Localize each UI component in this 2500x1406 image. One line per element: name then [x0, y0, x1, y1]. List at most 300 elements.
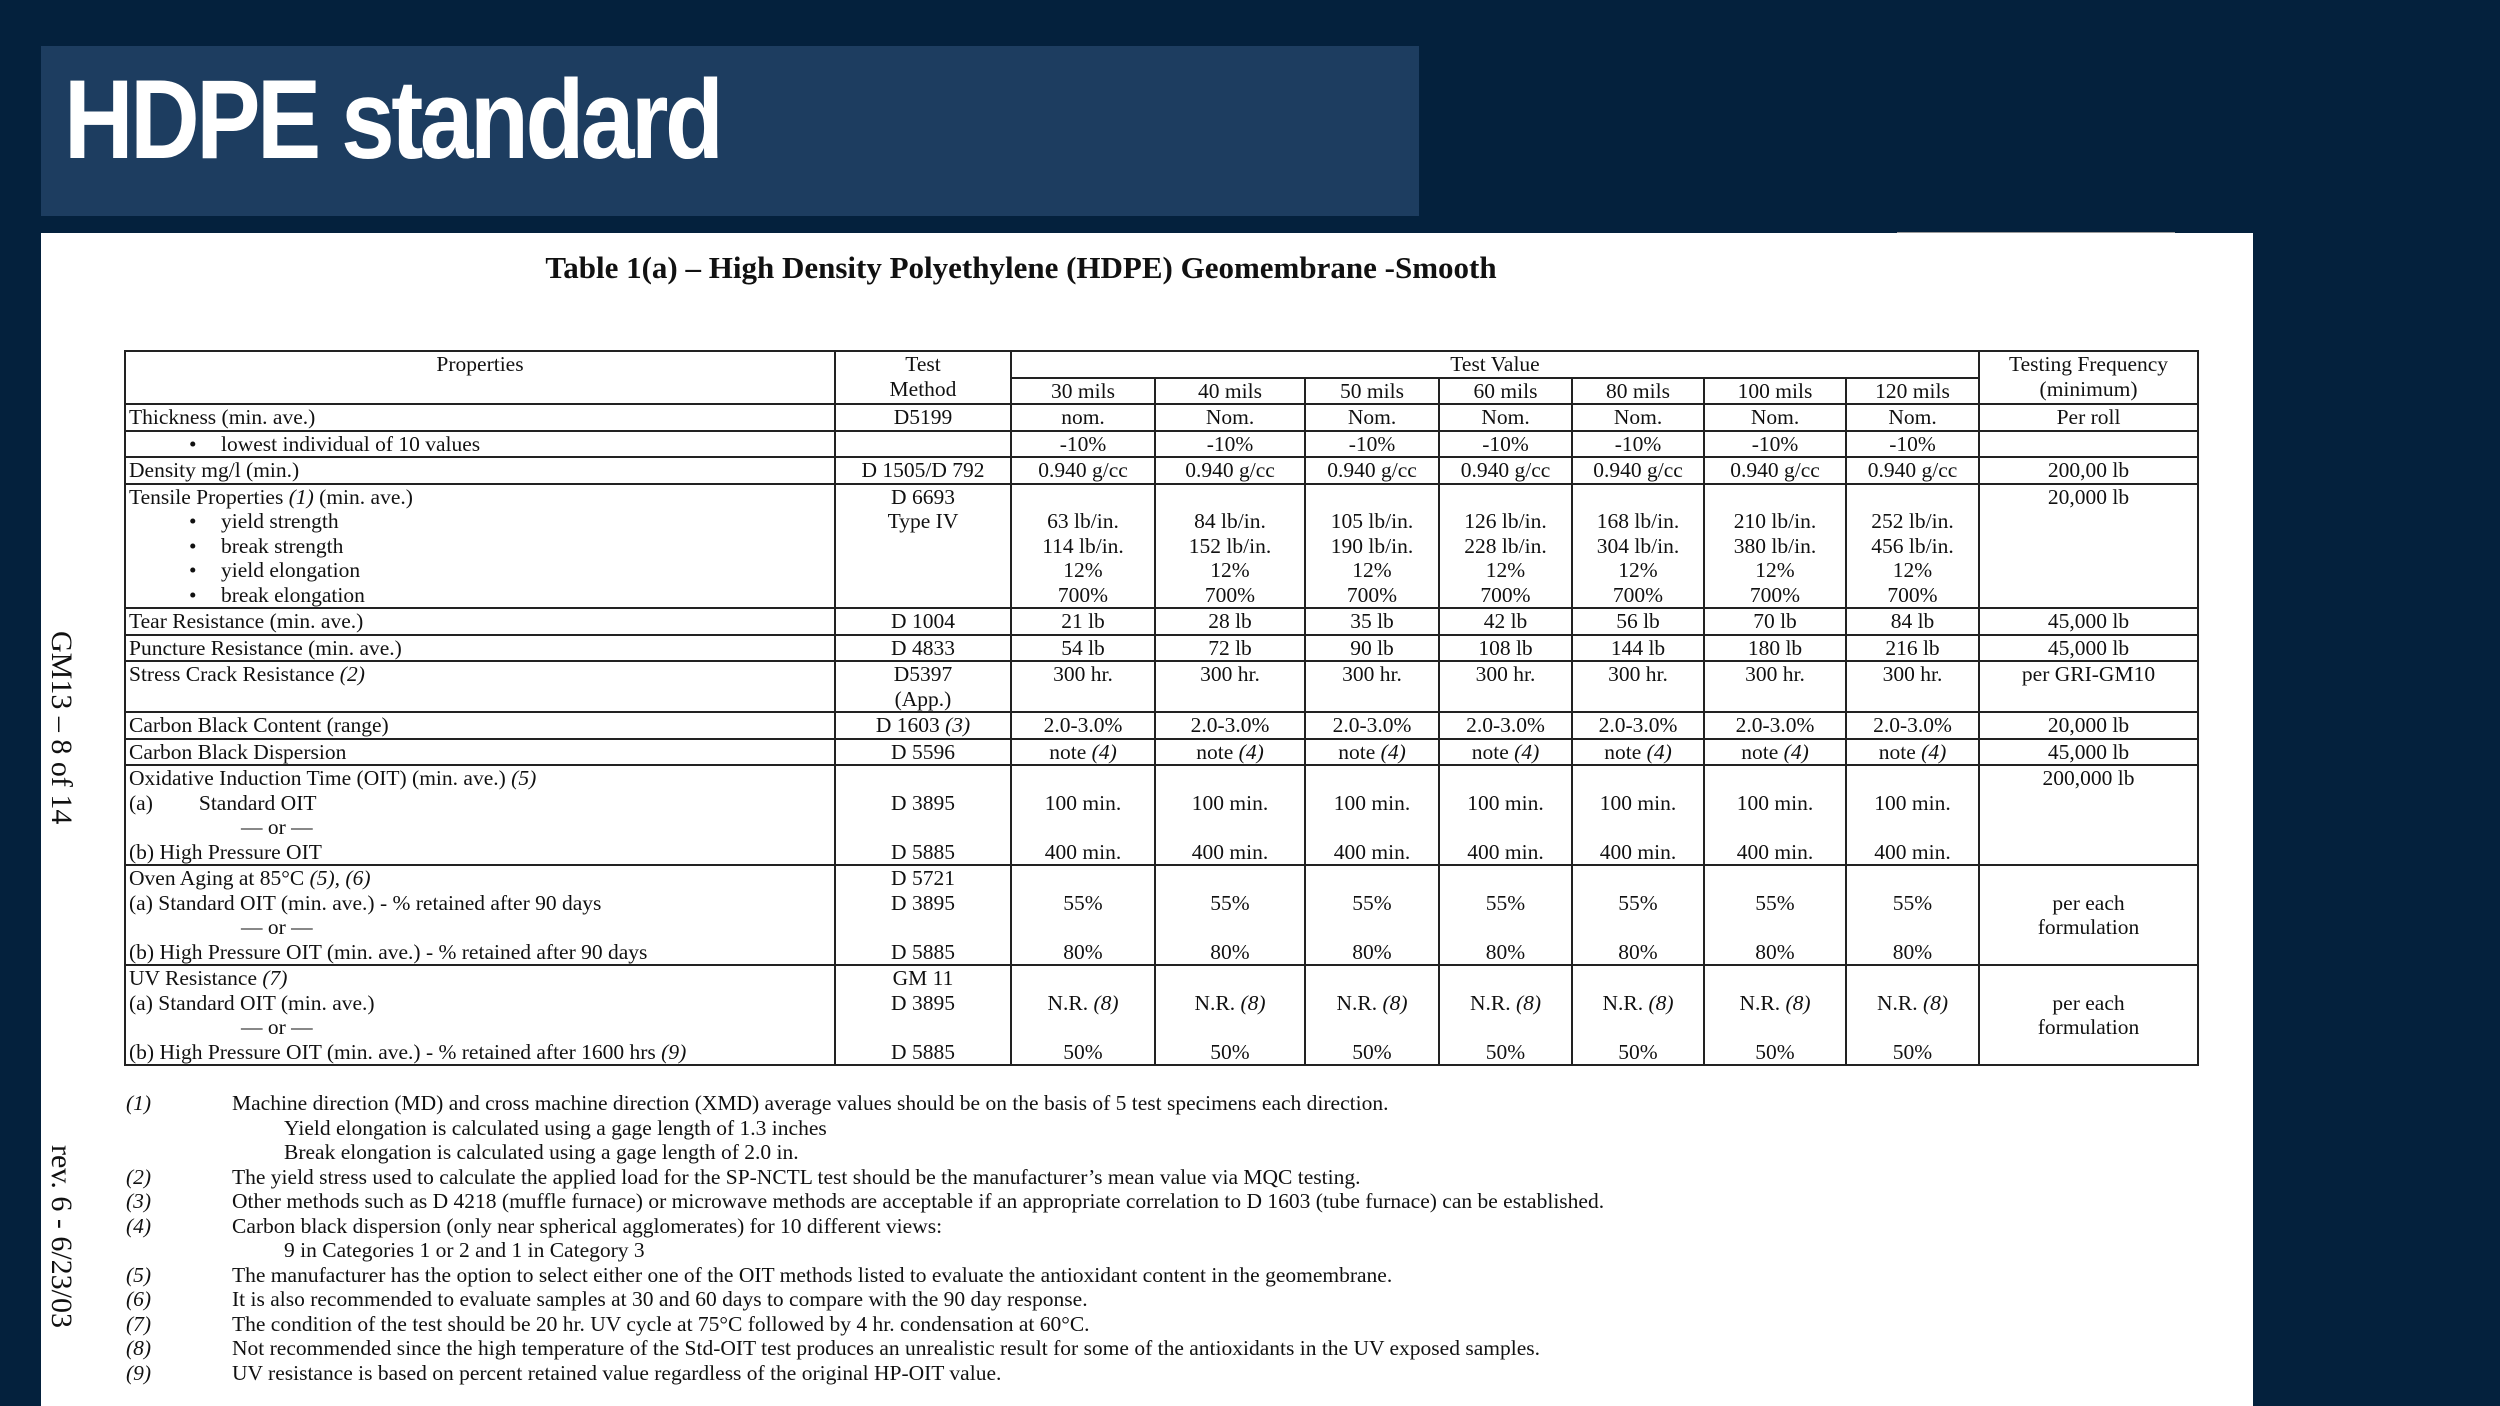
cell-line: D 5885: [891, 839, 955, 864]
oven-label: [129, 866, 831, 891]
footnote-line: [126, 1238, 2186, 1263]
oit-a-line: [129, 791, 831, 816]
freq-puncture: [1979, 635, 2198, 662]
blank-line: [1159, 915, 1301, 940]
value-thickness: [1155, 404, 1305, 431]
cell-line: D 3895: [891, 790, 955, 815]
blank-line: [1015, 966, 1151, 991]
prop-cb-content: [125, 712, 835, 739]
value-tear: [1011, 608, 1155, 635]
note-ref: (5): [511, 766, 537, 790]
cell-line: 700%: [1887, 582, 1938, 607]
blank-line: [839, 815, 1007, 840]
value-line: [1850, 991, 1975, 1016]
item-text: Standard OIT: [198, 790, 317, 815]
value-density: [1155, 457, 1305, 484]
cell-line: Per roll: [2056, 405, 2121, 429]
note-ref: (4): [1091, 739, 1117, 764]
oit-b-line: (b) High Pressure OIT: [129, 839, 322, 864]
value-cb-content: [1439, 712, 1572, 739]
value-tensile: [1155, 484, 1305, 609]
value-tensile: [1704, 484, 1846, 609]
blank-line: [1708, 966, 1842, 991]
cell-line: 80%: [1352, 939, 1392, 964]
row-puncture: [125, 635, 2198, 662]
bullet-text: yield strength: [221, 509, 339, 533]
note-ref: (8): [1093, 990, 1119, 1015]
cell-line: 380 lb/in.: [1733, 533, 1817, 558]
value-stress-crack: [1704, 661, 1846, 712]
cell-line: -10%: [1889, 431, 1936, 456]
method-line: [839, 713, 1007, 738]
value-density: [1846, 457, 1979, 484]
value-thickness: [1011, 404, 1155, 431]
note-ref: (8): [1648, 990, 1674, 1015]
cell-line: 45,000 lb: [2047, 739, 2130, 764]
cell-line: 55%: [1892, 890, 1933, 915]
row-thickness: [125, 404, 2198, 431]
footnote-number: (6): [126, 1287, 152, 1311]
cell-line: 100 min.: [1874, 790, 1951, 815]
cell-line: per GRI-GM10: [2021, 662, 2156, 686]
cell-line: D 5596: [891, 739, 955, 764]
label-text: Tensile Properties: [129, 484, 284, 509]
row-cb-content: [125, 712, 2198, 739]
value-text: note: [1878, 739, 1916, 764]
value-cb-dispersion: [1439, 739, 1572, 766]
value-thickness-lowest: [1704, 431, 1846, 458]
cell-line: 700%: [1749, 582, 1801, 607]
cell-line: Carbon Black Content (range): [129, 713, 389, 737]
cell-line: 0.940 g/cc: [1460, 458, 1551, 482]
cell-line: Nom.: [1750, 405, 1800, 429]
cell-line: 228 lb/in.: [1464, 533, 1547, 558]
cell-line: 50 mils: [1340, 378, 1404, 403]
blank-line: [1159, 815, 1301, 840]
value-thickness-lowest: [1155, 431, 1305, 458]
cell-line: 80%: [1892, 939, 1933, 964]
cell-line: 55%: [1618, 890, 1658, 915]
row-thickness-lowest: [125, 431, 2198, 458]
freq-oit: [1979, 765, 2198, 865]
value-uv: [1011, 965, 1155, 1065]
cell-line: -10%: [1614, 431, 1662, 456]
footnote-line: [126, 1091, 2186, 1116]
value-cb-dispersion: [1011, 739, 1155, 766]
value-text: note: [1196, 739, 1234, 764]
value-puncture: [1572, 635, 1704, 662]
cell-line: 80%: [1618, 939, 1658, 964]
cell-line: 50%: [1892, 1039, 1933, 1064]
cell-line: 80%: [1063, 939, 1103, 964]
value-oven: [1305, 865, 1439, 965]
cell-line: 105 lb/in.: [1330, 509, 1414, 533]
method-thickness: [835, 404, 1011, 431]
cell-line: 400 min.: [1467, 839, 1544, 864]
value-tear: [1439, 608, 1572, 635]
value-oit: [1846, 765, 1979, 865]
value-puncture: [1011, 635, 1155, 662]
footnote-number: (4): [126, 1213, 152, 1238]
or-separator: — or —: [241, 815, 313, 839]
prop-thickness: [125, 404, 835, 431]
cell-line: 100 mils: [1737, 378, 1813, 403]
value-cb-dispersion: [1704, 739, 1846, 766]
blank-line: [1309, 915, 1435, 940]
cell-line: 400 min.: [1736, 839, 1814, 864]
footnote-number: (3): [126, 1189, 152, 1213]
value-oit: [1572, 765, 1704, 865]
cell-line: 168 lb/in.: [1596, 509, 1680, 533]
cell-line: 45,000 lb: [2047, 609, 2130, 633]
method-density: [835, 457, 1011, 484]
cell-line: 100 min.: [1467, 790, 1544, 815]
value-line: [1159, 991, 1301, 1016]
cell-line: formulation: [2037, 915, 2140, 939]
cell-line: 0.940 g/cc: [1730, 458, 1820, 482]
note-ref: (8): [1922, 990, 1949, 1015]
value-thickness: [1846, 404, 1979, 431]
note-ref: (8): [1785, 990, 1811, 1015]
cell-line: Nom.: [1347, 405, 1397, 429]
cell-line: 84 lb/in.: [1194, 509, 1266, 533]
item-letter: (a): [129, 790, 153, 815]
cell-line: 100 min.: [1736, 790, 1814, 815]
cell-line: 42 lb: [1483, 609, 1528, 633]
cell-line: 400 min.: [1191, 839, 1269, 864]
cell-line: 100 min.: [1599, 790, 1677, 815]
footnote-line: [126, 1263, 2186, 1288]
prop-thickness-lowest: [125, 431, 835, 458]
blank-line: [1576, 766, 1700, 791]
value-line: [1576, 991, 1700, 1016]
value-text: N.R.: [1469, 990, 1511, 1015]
cell-line: D 5885: [891, 939, 955, 964]
method-tear: [835, 608, 1011, 635]
cell-line: D 3895: [891, 990, 955, 1015]
revision-label: rev. 6 - 6/23/03: [45, 1145, 78, 1329]
cell-line: 50%: [1485, 1039, 1526, 1064]
method-puncture: [835, 635, 1011, 662]
freq-oven: [1979, 865, 2198, 965]
value-text: N.R.: [1194, 990, 1236, 1015]
blank-line: [1443, 915, 1568, 940]
footnotes: [126, 1091, 2186, 1385]
value-oit: [1155, 765, 1305, 865]
footnote-text: It is also recommended to evaluate samples at 30 and 60 days to compare with the 90 day response.: [232, 1287, 1088, 1311]
value-oit: [1439, 765, 1572, 865]
cell-line: 45,000 lb: [2047, 635, 2130, 660]
value-uv: [1439, 965, 1572, 1065]
blank-line: [1309, 815, 1435, 840]
blank-line: [839, 1015, 1007, 1040]
footnote-text: UV resistance is based on percent retained value regardless of the original HP-OIT value.: [232, 1360, 1002, 1385]
cell-line: 2.0-3.0%: [1598, 713, 1678, 737]
method-tensile: [835, 484, 1011, 609]
value-thickness-lowest: [1305, 431, 1439, 458]
cell-line: 114 lb/in.: [1042, 533, 1124, 558]
footnote-number: (8): [126, 1336, 152, 1360]
cell-line: 60 mils: [1473, 378, 1538, 403]
footnote-text: Break elongation is calculated using a gage length of 2.0 in.: [284, 1140, 799, 1164]
value-tensile: [1011, 484, 1155, 609]
value-line: [1850, 740, 1975, 765]
cell-line: (a) Standard OIT (min. ave.): [129, 990, 375, 1015]
value-stress-crack: [1846, 661, 1979, 712]
value-thickness-lowest: [1846, 431, 1979, 458]
cell-line: 300 hr.: [1608, 662, 1668, 686]
bullet-text: break strength: [221, 533, 344, 558]
value-uv: [1704, 965, 1846, 1065]
prop-oit: [125, 765, 835, 865]
cell-line: 126 lb/in.: [1464, 509, 1547, 533]
blank-line: [1850, 815, 1975, 840]
cell-line: per each: [2052, 990, 2125, 1015]
value-stress-crack: [1155, 661, 1305, 712]
cell-line: 700%: [1346, 582, 1398, 607]
cell-line: 0.940 g/cc: [1185, 458, 1275, 482]
cell-line: 70 lb: [1753, 609, 1797, 633]
cell-line: 180 lb: [1747, 635, 1803, 660]
value-oit: [1011, 765, 1155, 865]
header-thickness: [1155, 378, 1305, 405]
cell-line: D 4833: [891, 635, 955, 660]
value-tensile: [1846, 484, 1979, 609]
header-test-method: [835, 351, 1011, 404]
cell-line: 300 hr.: [1053, 662, 1113, 686]
value-line: [1159, 740, 1301, 765]
cell-line: 200,000 lb: [2042, 766, 2135, 790]
value-text: N.R.: [1047, 990, 1089, 1015]
value-text: N.R.: [1336, 990, 1378, 1015]
blank-line: [1015, 1015, 1151, 1040]
cell-line: 12%: [1618, 558, 1658, 582]
value-line: [1443, 991, 1568, 1016]
footnote-line: [126, 1189, 2186, 1214]
value-oven: [1846, 865, 1979, 965]
cell-line: 54 lb: [1061, 635, 1105, 660]
cell-line: 80%: [1210, 939, 1250, 964]
cell-line: 84 lb: [1890, 609, 1935, 633]
cell-line: -10%: [1482, 431, 1529, 456]
value-line: [1576, 740, 1700, 765]
cell-line: 55%: [1210, 890, 1250, 915]
blank-line: [1443, 815, 1568, 840]
value-text: note: [1741, 739, 1779, 764]
footnote-text: The manufacturer has the option to select either one of the OIT methods listed to evaluate the antioxidant content in the geomembrane.: [232, 1262, 1393, 1287]
blank-line: [839, 766, 1007, 791]
blank-line: [1309, 485, 1435, 510]
blank-line: [1576, 966, 1700, 991]
blank-line: [1159, 766, 1301, 791]
cell-line: 30 mils: [1051, 378, 1115, 403]
cell-line: 12%: [1063, 558, 1103, 582]
value-oit: [1305, 765, 1439, 865]
note-ref: (7): [262, 966, 288, 990]
value-tear: [1846, 608, 1979, 635]
cell-line: 400 min.: [1599, 839, 1677, 864]
cell-line: Tear Resistance (min. ave.): [129, 609, 364, 633]
table-title: Table 1(a) – High Density Polyethylene (HDPE) Geomembrane -Smooth: [545, 250, 1497, 285]
cell-line: D5397: [893, 662, 953, 686]
cell-line: 456 lb/in.: [1871, 533, 1954, 558]
cell-line: 210 lb/in.: [1733, 509, 1817, 533]
cell-line: 72 lb: [1208, 635, 1252, 660]
footnote-line: [126, 1336, 2186, 1361]
cell-line: 200,00 lb: [2047, 458, 2130, 482]
header-thickness: [1704, 378, 1846, 405]
footnote-text: Machine direction (MD) and cross machine direction (XMD) average values should be on the basis of 5 test specimens each direction.: [232, 1091, 1389, 1115]
header-thickness: [1439, 378, 1572, 405]
cell-line: 50%: [1210, 1039, 1250, 1064]
cell-line: GM 11: [892, 966, 954, 990]
cell-line: 20,000 lb: [2047, 713, 2130, 737]
cell-line: 12%: [1352, 558, 1392, 582]
cell-line: 2.0-3.0%: [1043, 713, 1123, 737]
footnote-line: [126, 1165, 2186, 1190]
blank-line: [1850, 966, 1975, 991]
blank-line: [1708, 815, 1842, 840]
footnote-text: 9 in Categories 1 or 2 and 1 in Category 3: [284, 1238, 645, 1262]
cell-line: 50%: [1352, 1039, 1392, 1064]
blank-line: [1309, 1015, 1435, 1040]
cell-line: Test: [905, 352, 941, 376]
value-cb-dispersion: [1846, 739, 1979, 766]
document-page: [41, 233, 2253, 1406]
value-line: [1309, 991, 1435, 1016]
cell-line: 400 min.: [1333, 839, 1411, 864]
footnote-number: (9): [126, 1360, 152, 1385]
label-text: Oxidative Induction Time (OIT) (min. ave.): [129, 766, 506, 790]
or-separator: — or —: [241, 915, 313, 939]
value-uv: [1305, 965, 1439, 1065]
footnote-number: (1): [126, 1091, 152, 1115]
uv-label: [129, 966, 831, 991]
cell-line: 12%: [1755, 558, 1795, 582]
value-cb-dispersion: [1572, 739, 1704, 766]
value-tensile: [1572, 484, 1704, 609]
freq-uv: [1979, 965, 2198, 1065]
freq-stress-crack: [1979, 661, 2198, 712]
cell-line: 700%: [1480, 582, 1531, 607]
label-suffix: (min. ave.): [319, 484, 413, 509]
cell-line: D 5885: [891, 1039, 955, 1064]
cell-line: 0.940 g/cc: [1038, 458, 1128, 482]
value-cb-content: [1305, 712, 1439, 739]
cell-line: Nom.: [1481, 405, 1530, 429]
value-tensile: [1439, 484, 1572, 609]
cell-line: Test Value: [1450, 352, 1540, 376]
cell-line: -10%: [1751, 431, 1799, 456]
note-ref: (1): [288, 484, 314, 509]
cell-line: Nom.: [1888, 405, 1937, 429]
value-uv: [1846, 965, 1979, 1065]
cell-line: 80%: [1755, 939, 1795, 964]
blank-line: [1850, 766, 1975, 791]
cell-line: 100 min.: [1044, 790, 1122, 815]
value-cb-content: [1011, 712, 1155, 739]
footnote-line: [126, 1312, 2186, 1337]
blank-line: [1309, 766, 1435, 791]
value-text: note: [1338, 739, 1376, 764]
label-text: Stress Crack Resistance: [129, 662, 335, 686]
bullet-item: [129, 534, 831, 559]
cell-line: (b) High Pressure OIT (min. ave.) - % retained after 90 days: [129, 939, 648, 964]
value-puncture: [1155, 635, 1305, 662]
method-empty: [835, 431, 1011, 458]
cell-line: 144 lb: [1610, 635, 1666, 660]
cell-line: 80%: [1485, 939, 1526, 964]
value-oven: [1439, 865, 1572, 965]
blank-line: [1708, 915, 1842, 940]
value-text: note: [1471, 739, 1509, 764]
cell-line: 12%: [1892, 558, 1933, 582]
row-oit: [125, 765, 2198, 865]
cell-line: 2.0-3.0%: [1190, 713, 1270, 737]
freq-tensile: [1979, 484, 2198, 609]
cell-line: 56 lb: [1616, 609, 1660, 633]
freq-cb-content: [1979, 712, 2198, 739]
blank-line: [1850, 1015, 1975, 1040]
cell-line: -10%: [1206, 431, 1254, 456]
value-thickness-lowest: [1011, 431, 1155, 458]
uv-b-line: [129, 1040, 831, 1065]
value-thickness-lowest: [1572, 431, 1704, 458]
blank-line: [1576, 866, 1700, 891]
footnote-line: [126, 1116, 2186, 1141]
cell-line: 100 min.: [1191, 790, 1269, 815]
cell-line: Nom.: [1205, 405, 1255, 429]
footnote-text: The yield stress used to calculate the applied load for the SP-NCTL test should be the manufacturer’s mean value via MQC testing.: [232, 1164, 1361, 1189]
value-line: [1309, 740, 1435, 765]
blank-line: [1443, 766, 1568, 791]
prop-stress-crack: [125, 661, 835, 712]
cell-line: 55%: [1063, 890, 1103, 915]
cell-line: 2.0-3.0%: [1735, 713, 1815, 737]
value-tear: [1572, 608, 1704, 635]
value-density: [1704, 457, 1846, 484]
cell-line: 2.0-3.0%: [1466, 713, 1545, 737]
blank-line: [1159, 485, 1301, 510]
cell-line: D 1004: [891, 609, 955, 633]
blank-line: [1309, 866, 1435, 891]
value-stress-crack: [1439, 661, 1572, 712]
cell-line: formulation: [2037, 1015, 2140, 1039]
or-separator: — or —: [241, 1015, 313, 1039]
cell-line: 120 mils: [1875, 378, 1950, 403]
bullet-text: break elongation: [221, 582, 365, 607]
note-ref: (3): [945, 713, 971, 737]
blank-line: [1576, 485, 1700, 510]
cell-line: 304 lb/in.: [1596, 533, 1680, 558]
cell-line: 700%: [1612, 582, 1664, 607]
cell-line: 700%: [1057, 582, 1109, 607]
blank-line: [1015, 866, 1151, 891]
value-oven: [1155, 865, 1305, 965]
value-oven: [1572, 865, 1704, 965]
note-ref: (4): [1783, 739, 1809, 764]
cell-line: 108 lb: [1478, 635, 1533, 660]
cell-line: 20,000 lb: [2047, 484, 2130, 509]
cell-line: 90 lb: [1350, 635, 1394, 660]
cell-line: 190 lb/in.: [1330, 533, 1414, 558]
value-density: [1305, 457, 1439, 484]
value-cb-content: [1572, 712, 1704, 739]
cell-line: (minimum): [2039, 376, 2138, 401]
cell-line: D5199: [893, 405, 953, 429]
prop-uv: [125, 965, 835, 1065]
cell-line: 300 hr.: [1200, 662, 1260, 686]
